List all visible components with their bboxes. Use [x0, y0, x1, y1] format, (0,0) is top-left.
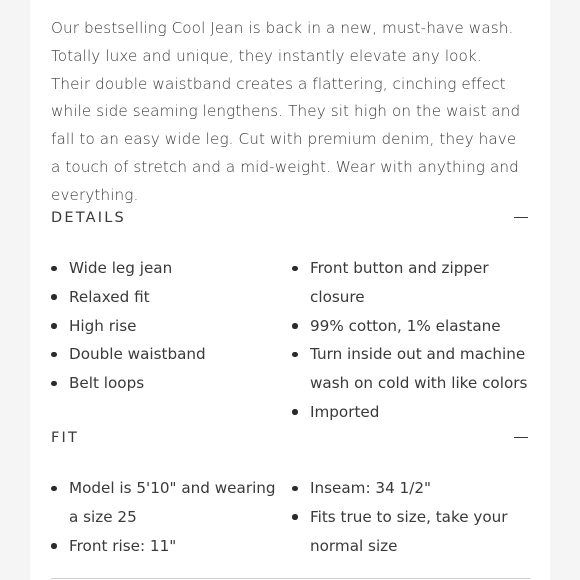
list-item: Wide leg jean [51, 254, 291, 283]
fit-list-left [51, 474, 289, 560]
list-item: Double waistband [51, 340, 291, 369]
bullet-icon [51, 352, 57, 358]
list-item: Model is 5'10" and wearing a size 25 [51, 474, 289, 532]
bullet-icon [292, 266, 298, 272]
fit-title: FIT [51, 430, 80, 446]
list-item: Turn inside out and machine wash on cold with like colors [292, 340, 542, 398]
section-divider [51, 578, 530, 579]
bullet-icon [51, 486, 57, 492]
product-details-card [30, 0, 550, 580]
bullet-icon [51, 266, 57, 272]
bullet-icon [51, 294, 57, 300]
details-title: DETAILS [51, 210, 126, 226]
list-item: Front rise: 11" [51, 532, 289, 561]
minus-icon [514, 217, 528, 218]
details-collapse-button[interactable] [512, 206, 530, 230]
bullet-icon [51, 543, 57, 549]
list-item: Belt loops [51, 369, 291, 398]
bullet-icon [292, 514, 298, 520]
list-item: Inseam: 34 1/2" [292, 474, 512, 503]
list-item: Front button and zipper closure [292, 254, 542, 312]
details-list-left [51, 254, 291, 398]
bullet-icon [292, 352, 298, 358]
fit-collapse-button[interactable] [512, 426, 530, 450]
bullet-icon [51, 323, 57, 329]
list-item: High rise [51, 312, 291, 341]
fit-list-right [292, 474, 512, 560]
minus-icon [514, 437, 528, 438]
bullet-icon [51, 381, 57, 387]
bullet-icon [292, 486, 298, 492]
fit-section-header[interactable] [51, 426, 530, 450]
list-item: Relaxed fit [51, 283, 291, 312]
list-item: 99% cotton, 1% elastane [292, 312, 542, 341]
list-item: Fits true to size, take your normal size [292, 503, 512, 561]
details-list-right [292, 254, 542, 427]
list-item: Imported [292, 398, 542, 427]
product-description: Our bestselling Cool Jean is back in a new, must-have wash. Totally luxe and unique, they instantly elevate any look. Their double waistband creates a flattering, cinching effect while side seaming lengthens. They sit high on the waist and fall to an easy wide leg. Cut with premium denim, they have a touch of stretch and a mid-weight. Wear with anything and everything. [51, 19, 521, 204]
bullet-icon [292, 409, 298, 415]
details-section-header[interactable] [51, 206, 530, 230]
bullet-icon [292, 323, 298, 329]
